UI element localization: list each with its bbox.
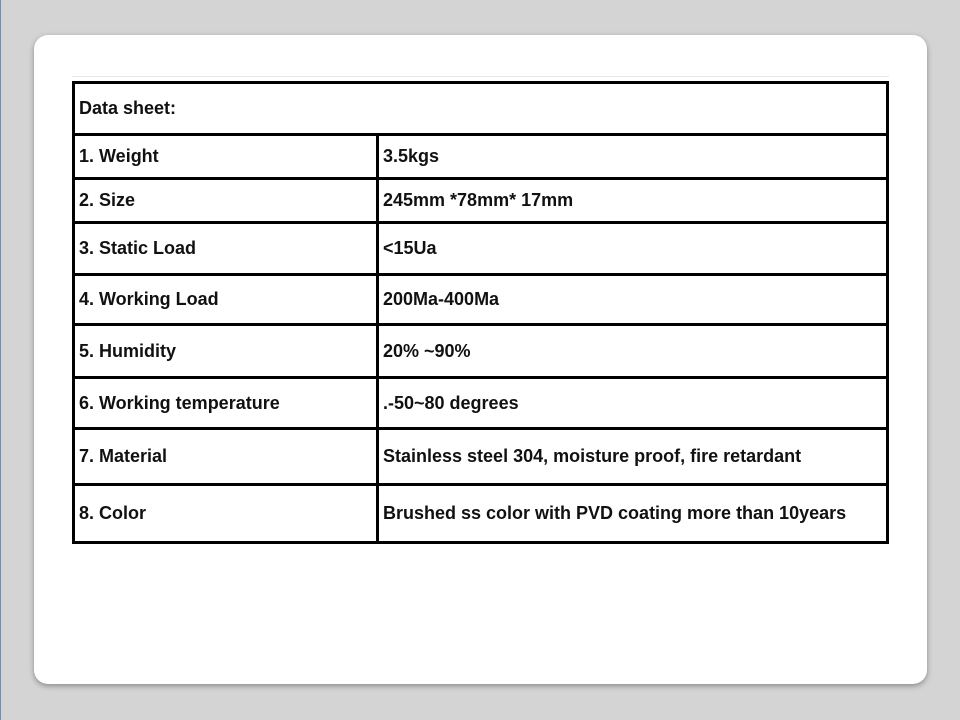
slide-card <box>34 35 927 684</box>
table-row <box>72 483 889 544</box>
data-sheet-table <box>72 81 889 544</box>
table-row <box>72 133 889 177</box>
row-label: 6. Working temperature <box>72 379 379 427</box>
table-row <box>72 221 889 273</box>
table-row <box>72 177 889 221</box>
row-value: 200Ma-400Ma <box>379 276 889 323</box>
sheet-gridline <box>72 76 889 77</box>
table-header: Data sheet: <box>72 84 889 133</box>
row-label: 2. Size <box>72 180 379 221</box>
row-label: 7. Material <box>72 430 379 483</box>
row-value: 20% ~90% <box>379 326 889 376</box>
table-row <box>72 273 889 323</box>
table-row <box>72 427 889 483</box>
row-label: 3. Static Load <box>72 224 379 273</box>
row-value: 245mm *78mm* 17mm <box>379 180 889 221</box>
row-value: Stainless steel 304, moisture proof, fire retardant <box>379 430 889 483</box>
row-value: Brushed ss color with PVD coating more than 10years <box>379 486 889 541</box>
table-header-row <box>72 81 889 133</box>
window-left-edge <box>0 0 1 720</box>
table-row <box>72 376 889 427</box>
row-label: 5. Humidity <box>72 326 379 376</box>
row-value: .-50~80 degrees <box>379 379 889 427</box>
table-row <box>72 323 889 376</box>
row-label: 1. Weight <box>72 136 379 177</box>
row-value: 3.5kgs <box>379 136 889 177</box>
row-value: <15Ua <box>379 224 889 273</box>
row-label: 4. Working Load <box>72 276 379 323</box>
row-label: 8. Color <box>72 486 379 541</box>
